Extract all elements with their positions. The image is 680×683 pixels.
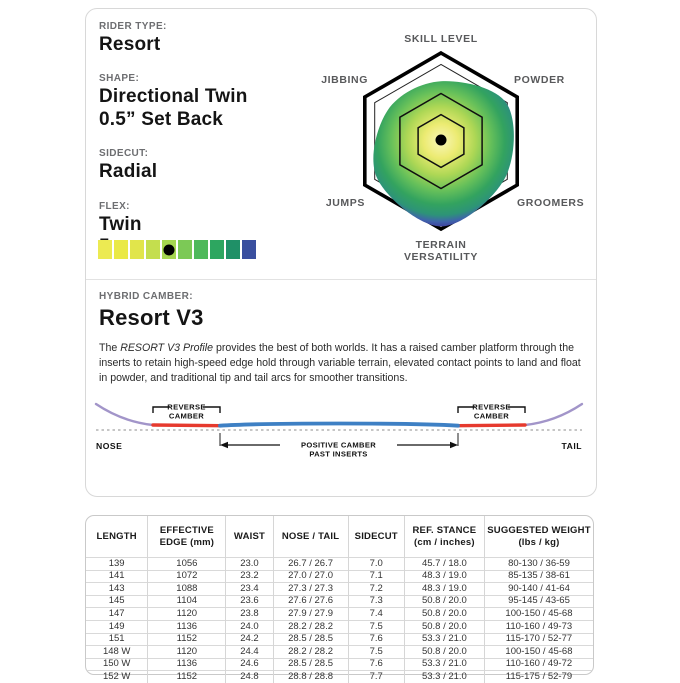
table-column-header-7: SUGGESTED WEIGHT (lbs / kg) [484, 516, 593, 558]
radar-label-terrain-line2: VERSATILITY [403, 251, 479, 263]
table-cell: 28.5 / 28.5 [273, 658, 348, 671]
table-cell: 90-140 / 41-64 [484, 583, 593, 596]
radar-center-dot [436, 135, 447, 146]
table-cell: 1136 [148, 658, 226, 671]
table-cell: 28.5 / 28.5 [273, 633, 348, 646]
flex-bar-segment-2 [114, 240, 128, 259]
camber-description [99, 341, 583, 386]
camber-positive-segment [220, 424, 458, 426]
table-cell: 23.0 [226, 558, 273, 571]
table-cell: 24.0 [226, 620, 273, 633]
table-cell: 23.6 [226, 595, 273, 608]
table-cell: 143 [86, 583, 148, 596]
flex-label: FLEX: [99, 200, 130, 212]
table-cell: 150 W [86, 658, 148, 671]
table-cell: 53.3 / 21.0 [404, 633, 484, 646]
table-cell: 110-160 / 49-73 [484, 620, 593, 633]
table-cell: 149 [86, 620, 148, 633]
flex-bar-segment-4 [146, 240, 160, 259]
table-cell: 24.4 [226, 646, 273, 659]
table-cell: 23.2 [226, 570, 273, 583]
table-cell: 1072 [148, 570, 226, 583]
table-row [86, 608, 593, 621]
flex-rating-bar [98, 240, 256, 259]
table-cell: 139 [86, 558, 148, 571]
table-cell: 115-170 / 52-77 [484, 633, 593, 646]
hybrid-camber-label: HYBRID CAMBER: [99, 291, 193, 302]
table-cell: 27.9 / 27.9 [273, 608, 348, 621]
shape-value-line1: Directional Twin [99, 86, 248, 108]
table-column-header-6: REF. STANCE (cm / inches) [404, 516, 484, 558]
table-cell: 1136 [148, 620, 226, 633]
camber-profile-diagram [94, 394, 588, 466]
table-row [86, 646, 593, 659]
shape-label: SHAPE: [99, 73, 140, 85]
size-spec-table [86, 516, 593, 683]
flex-name: Twin [99, 213, 142, 235]
table-cell: 50.8 / 20.0 [404, 595, 484, 608]
table-cell: 48.3 / 19.0 [404, 570, 484, 583]
radar-label-jibbing: JIBBING [321, 74, 368, 86]
section-divider [86, 279, 596, 280]
flex-bar-segment-10 [242, 240, 256, 259]
table-cell: 48.3 / 19.0 [404, 583, 484, 596]
table-cell: 45.7 / 18.0 [404, 558, 484, 571]
table-cell: 147 [86, 608, 148, 621]
table-cell: 148 W [86, 646, 148, 659]
table-column-header-2: EFFECTIVE EDGE (mm) [148, 516, 226, 558]
table-cell: 80-130 / 36-59 [484, 558, 593, 571]
radar-label-powder: POWDER [514, 74, 565, 86]
radar-chart [321, 15, 596, 271]
table-row [86, 633, 593, 646]
shape-value-line2: 0.5” Set Back [99, 108, 224, 130]
table-row [86, 583, 593, 596]
positive-camber-right-arrowhead [450, 442, 458, 449]
radar-label-jumps: JUMPS [325, 197, 365, 209]
table-column-header-4: NOSE / TAIL [273, 516, 348, 558]
camber-reverse-right-segment [458, 425, 525, 426]
table-cell: 27.6 / 27.6 [273, 595, 348, 608]
reverse-camber-right-label-line2: CAMBER [473, 411, 510, 421]
table-cell: 24.8 [226, 671, 273, 683]
table-cell: 50.8 / 20.0 [404, 620, 484, 633]
table-cell: 100-150 / 45-68 [484, 608, 593, 621]
table-cell: 1056 [148, 558, 226, 571]
radar-label-groomers: GROOMERS [517, 197, 585, 209]
spec-column [99, 19, 324, 258]
table-cell: 27.3 / 27.3 [273, 583, 348, 596]
spec-card [85, 8, 597, 497]
size-spec-table-card [85, 515, 594, 682]
table-cell: 53.3 / 21.0 [404, 671, 484, 683]
table-cell: 7.6 [348, 658, 404, 671]
table-cell: 110-160 / 49-72 [484, 658, 593, 671]
table-cell: 7.5 [348, 646, 404, 659]
table-column-header-3: WAIST [226, 516, 273, 558]
table-cell: 1152 [148, 671, 226, 683]
table-cell: 1152 [148, 633, 226, 646]
camber-desc-rest: provides the best of both worlds. It has a raised camber platform through the inserts to retain high-speed edge hold through variable terrain, elevated contact points to land and float in powder, and traditional tip and tail arcs for smoother transitions. [99, 342, 581, 385]
table-cell: 85-135 / 38-61 [484, 570, 593, 583]
table-cell: 28.2 / 28.2 [273, 620, 348, 633]
table-row [86, 570, 593, 583]
camber-nose-curve [96, 404, 153, 425]
table-cell: 115-175 / 52-79 [484, 671, 593, 683]
table-column-header-1: LENGTH [96, 530, 137, 542]
table-cell: 95-145 / 43-65 [484, 595, 593, 608]
rider-type-label: RIDER TYPE: [99, 21, 167, 32]
table-cell: 7.7 [348, 671, 404, 683]
flex-bar-segment-8 [210, 240, 224, 259]
tail-label: TAIL [561, 441, 582, 451]
reverse-camber-left-label-line1: REVERSE [167, 402, 206, 412]
table-header-row [86, 516, 593, 558]
camber-desc-profile-name: RESORT V3 Profile [120, 342, 214, 354]
positive-camber-left-arrowhead [220, 442, 228, 449]
table-cell: 27.0 / 27.0 [273, 570, 348, 583]
table-cell: 152 W [86, 671, 148, 683]
flex-bar-segment-7 [194, 240, 208, 259]
table-cell: 28.2 / 28.2 [273, 646, 348, 659]
table-cell: 24.2 [226, 633, 273, 646]
table-cell: 53.3 / 21.0 [404, 658, 484, 671]
table-cell: 50.8 / 20.0 [404, 608, 484, 621]
nose-label: NOSE [96, 441, 123, 451]
camber-desc-prefix: The [99, 342, 121, 354]
flex-bar-segment-1 [98, 240, 112, 259]
table-cell: 26.7 / 26.7 [273, 558, 348, 571]
table-row [86, 620, 593, 633]
table-cell: 141 [86, 570, 148, 583]
table-cell: 7.1 [348, 570, 404, 583]
table-cell: 1120 [148, 608, 226, 621]
radar-data-area [373, 81, 514, 226]
sidecut-label: SIDECUT: [99, 148, 149, 160]
positive-camber-label-line2: PAST INSERTS [309, 449, 368, 459]
camber-section [99, 291, 583, 386]
table-cell: 145 [86, 595, 148, 608]
reverse-camber-left-label-line2: CAMBER [168, 411, 205, 421]
table-cell: 7.4 [348, 608, 404, 621]
table-cell: 151 [86, 633, 148, 646]
flex-rating-dot-marker [164, 244, 175, 255]
table-cell: 7.2 [348, 583, 404, 596]
table-cell: 23.4 [226, 583, 273, 596]
table-row [86, 558, 593, 571]
table-cell: 1088 [148, 583, 226, 596]
flex-gradient-bar [98, 240, 256, 259]
flex-bar-segment-6 [178, 240, 192, 259]
table-row [86, 658, 593, 671]
table-cell: 100-150 / 45-68 [484, 646, 593, 659]
table-cell: 23.8 [226, 608, 273, 621]
sidecut-value: Radial [99, 161, 158, 183]
table-cell: 7.6 [348, 633, 404, 646]
positive-camber-label-line1: POSITIVE CAMBER [301, 440, 376, 450]
table-cell: 7.3 [348, 595, 404, 608]
table-cell: 1120 [148, 646, 226, 659]
rider-type-value: Resort [99, 34, 161, 55]
flex-bar-segment-3 [130, 240, 144, 259]
table-column-header-5: SIDECUT [348, 516, 404, 558]
table-row [86, 671, 593, 683]
table-cell: 50.8 / 20.0 [404, 646, 484, 659]
table-cell: 24.6 [226, 658, 273, 671]
camber-title: Resort V3 [99, 305, 204, 330]
table-cell: 7.5 [348, 620, 404, 633]
table-cell: 28.8 / 28.8 [273, 671, 348, 683]
table-cell: 1104 [148, 595, 226, 608]
flex-bar-segment-9 [226, 240, 240, 259]
table-row [86, 595, 593, 608]
radar-label-skill-level: SKILL LEVEL [404, 33, 478, 45]
camber-reverse-left-segment [153, 425, 220, 426]
camber-tail-curve [525, 404, 582, 425]
reverse-camber-right-label-line1: REVERSE [472, 402, 511, 412]
radar-label-terrain-line1: TERRAIN [415, 239, 467, 251]
table-cell: 7.0 [348, 558, 404, 571]
